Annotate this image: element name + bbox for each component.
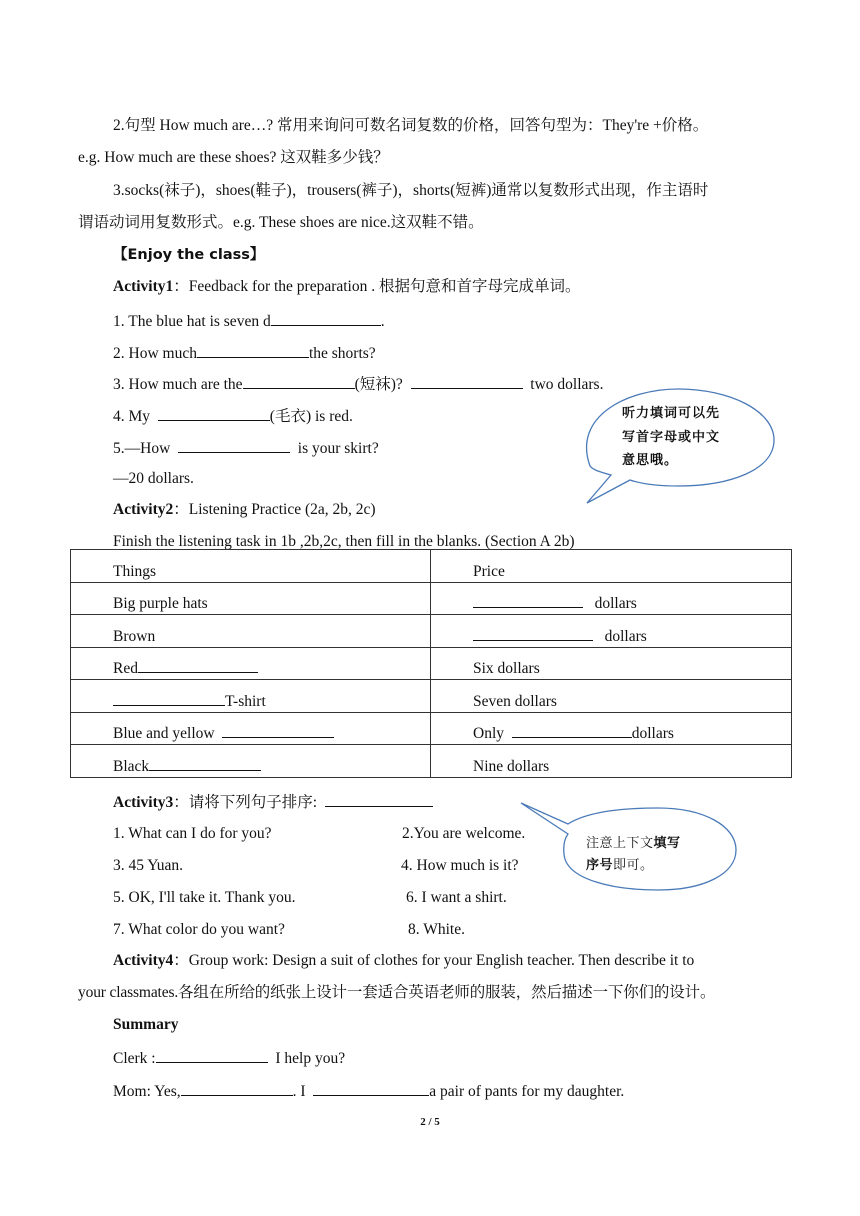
activity3-label: Activity3 xyxy=(113,794,174,811)
activity2-heading xyxy=(113,500,376,520)
table-cell-price xyxy=(431,647,792,680)
clerk-label: Clerk : xyxy=(113,1050,156,1067)
tip-line-1: 听力填词可以先 xyxy=(622,406,721,421)
q4-end: (毛衣) is red. xyxy=(269,408,353,425)
cell-text: Black xyxy=(113,757,150,775)
table-cell-thing xyxy=(71,680,431,713)
answer-blank[interactable] xyxy=(243,373,355,389)
cell-text: Six dollars xyxy=(473,660,540,677)
activity1-label: Activity1 xyxy=(113,278,174,295)
activity4-heading xyxy=(113,951,694,971)
cell-text: Nine dollars xyxy=(473,757,550,775)
answer-blank[interactable] xyxy=(473,625,593,641)
q5-end: is your skirt? xyxy=(297,440,379,457)
page-number: 2 / 5 xyxy=(420,1116,440,1128)
q3-text: 3. How much are the xyxy=(113,376,243,393)
answer-blank[interactable] xyxy=(222,722,334,738)
table-cell-thing xyxy=(71,647,431,680)
cell-text: dollars xyxy=(631,725,674,742)
sentence-8: 8. White. xyxy=(408,921,465,938)
answer-blank[interactable] xyxy=(325,791,433,807)
answer-blank[interactable] xyxy=(197,342,309,358)
answer-blank[interactable] xyxy=(181,1080,293,1096)
q1-text: 1. The blue hat is seven d xyxy=(113,313,271,330)
tip2-text-bold: 序号 xyxy=(586,858,614,873)
note-2-example: e.g. How much are these shoes? 这双鞋多少钱？ xyxy=(78,149,389,166)
activity2-instruction: Finish the listening task in 1b ,2b,2c, then fill in the blanks. (Section A 2b) xyxy=(113,533,575,550)
table-row xyxy=(71,680,792,713)
q3-end: two dollars. xyxy=(530,376,604,393)
cell-text: dollars xyxy=(594,595,637,612)
cell-text: Blue and yellow xyxy=(113,725,215,742)
activity1-q2 xyxy=(113,342,376,364)
q5-text: 5.—How xyxy=(113,440,171,457)
mom-text-end: a pair of pants for my daughter. xyxy=(429,1083,625,1100)
tip2-text: 即可。 xyxy=(613,858,654,873)
summary-mom-line xyxy=(113,1080,624,1102)
sentence-2: 2.You are welcome. xyxy=(402,825,526,842)
activity2-text: ：Listening Practice (2a, 2b, 2c) xyxy=(173,501,376,518)
tip-line-3: 意思哦。 xyxy=(622,453,679,468)
cell-text: Brown xyxy=(113,627,156,645)
table-cell-thing xyxy=(71,615,431,648)
cell-text: T-shirt xyxy=(225,692,266,710)
activity1-q4 xyxy=(113,405,353,427)
table-row xyxy=(71,582,792,615)
activity4-label: Activity4 xyxy=(113,952,174,969)
q3-mid: (短袜)? xyxy=(354,376,403,393)
price-table xyxy=(70,549,792,778)
activity3-heading xyxy=(113,791,433,813)
clerk-text: I help you? xyxy=(275,1050,346,1067)
table-cell-price xyxy=(431,582,792,615)
header-text: Things xyxy=(113,562,157,580)
answer-blank[interactable] xyxy=(473,592,583,608)
answer-blank[interactable] xyxy=(313,1080,429,1096)
mom-label: Mom: Yes, xyxy=(113,1083,181,1100)
header-text: Price xyxy=(473,562,505,580)
tip2-text-bold: 填写 xyxy=(653,836,681,851)
activity4-text: ：Group work: Design a suit of clothes for your English teacher. Then describe it to xyxy=(173,952,695,969)
table-cell-price xyxy=(431,745,792,778)
table-header-things xyxy=(71,550,431,583)
answer-blank[interactable] xyxy=(512,722,632,738)
summary-clerk-line xyxy=(113,1047,345,1069)
sentence-7: 7. What color do you want? xyxy=(113,921,285,938)
cell-text: Big purple hats xyxy=(113,595,208,612)
tip2-line-1 xyxy=(586,832,681,855)
table-row xyxy=(71,615,792,648)
activity4-text-line2: your classmates.各组在所给的纸张上设计一套适合英语老师的服装，然后描述一下你们的设计。 xyxy=(78,984,716,1001)
answer-blank[interactable] xyxy=(158,405,270,421)
q1-end: . xyxy=(380,313,385,330)
table-cell-price xyxy=(431,712,792,745)
sentence-6: 6. I want a shirt. xyxy=(406,889,507,906)
answer-blank[interactable] xyxy=(113,690,225,706)
cell-text: dollars xyxy=(604,627,647,645)
table-cell-price xyxy=(431,680,792,713)
cell-text: Seven dollars xyxy=(473,692,557,710)
activity1-q5 xyxy=(113,437,379,459)
tip-bubble xyxy=(518,798,742,896)
section-title: 【Enjoy the class】 xyxy=(113,247,265,263)
answer-blank[interactable] xyxy=(411,373,523,389)
answer-blank[interactable] xyxy=(178,437,290,453)
activity3-text: ：请将下列句子排序: xyxy=(173,794,318,811)
activity1-q1 xyxy=(113,310,385,332)
summary-title: Summary xyxy=(113,1016,179,1033)
note-3-line2: 谓语动词用复数形式。e.g. These shoes are nice.这双鞋不错。 xyxy=(78,214,484,231)
note-3-line1: 3.socks(袜子)，shoes(鞋子)，trousers(裤子)，shorts(短裤)通常以复数形式出现，作主语时 xyxy=(113,182,709,199)
tip-line-2: 写首字母或中文 xyxy=(622,430,721,445)
activity1-heading xyxy=(113,277,581,297)
tip2-line-2 xyxy=(586,854,654,877)
table-cell-price xyxy=(431,615,792,648)
table-row xyxy=(71,647,792,680)
table-cell-thing xyxy=(71,745,431,778)
tip-bubble xyxy=(578,386,778,508)
table-cell-thing xyxy=(71,712,431,745)
answer-blank[interactable] xyxy=(271,310,381,326)
answer-blank[interactable] xyxy=(156,1047,268,1063)
activity1-q3 xyxy=(113,373,603,395)
answer-blank[interactable] xyxy=(149,755,261,771)
cell-text: Only xyxy=(473,725,504,742)
sentence-3: 3. 45 Yuan. xyxy=(113,857,184,874)
table-row xyxy=(71,745,792,778)
activity1-text: ：Feedback for the preparation . 根据句意和首字母完成单词。 xyxy=(173,278,581,295)
mom-text: . I xyxy=(292,1083,306,1100)
table-row xyxy=(71,712,792,745)
q4-text: 4. My xyxy=(113,408,151,425)
sentence-4: 4. How much is it? xyxy=(401,857,519,874)
q2-end: the shorts? xyxy=(308,345,376,362)
activity2-label: Activity2 xyxy=(113,501,174,518)
table-cell-thing xyxy=(71,582,431,615)
table-header-row xyxy=(71,550,792,583)
q2-text: 2. How much xyxy=(113,345,197,362)
tip2-text: 注意上下文 xyxy=(586,836,654,851)
activity1-q5-answer: —20 dollars. xyxy=(113,470,194,487)
cell-text: Red xyxy=(113,660,138,677)
sentence-5: 5. OK, I'll take it. Thank you. xyxy=(113,889,296,906)
note-2: 2.句型 How much are…? 常用来询问可数名词复数的价格，回答句型为：They're +价格。 xyxy=(113,117,709,134)
table-header-price xyxy=(431,550,792,583)
sentence-1: 1. What can I do for you? xyxy=(113,825,272,842)
answer-blank[interactable] xyxy=(138,657,258,673)
